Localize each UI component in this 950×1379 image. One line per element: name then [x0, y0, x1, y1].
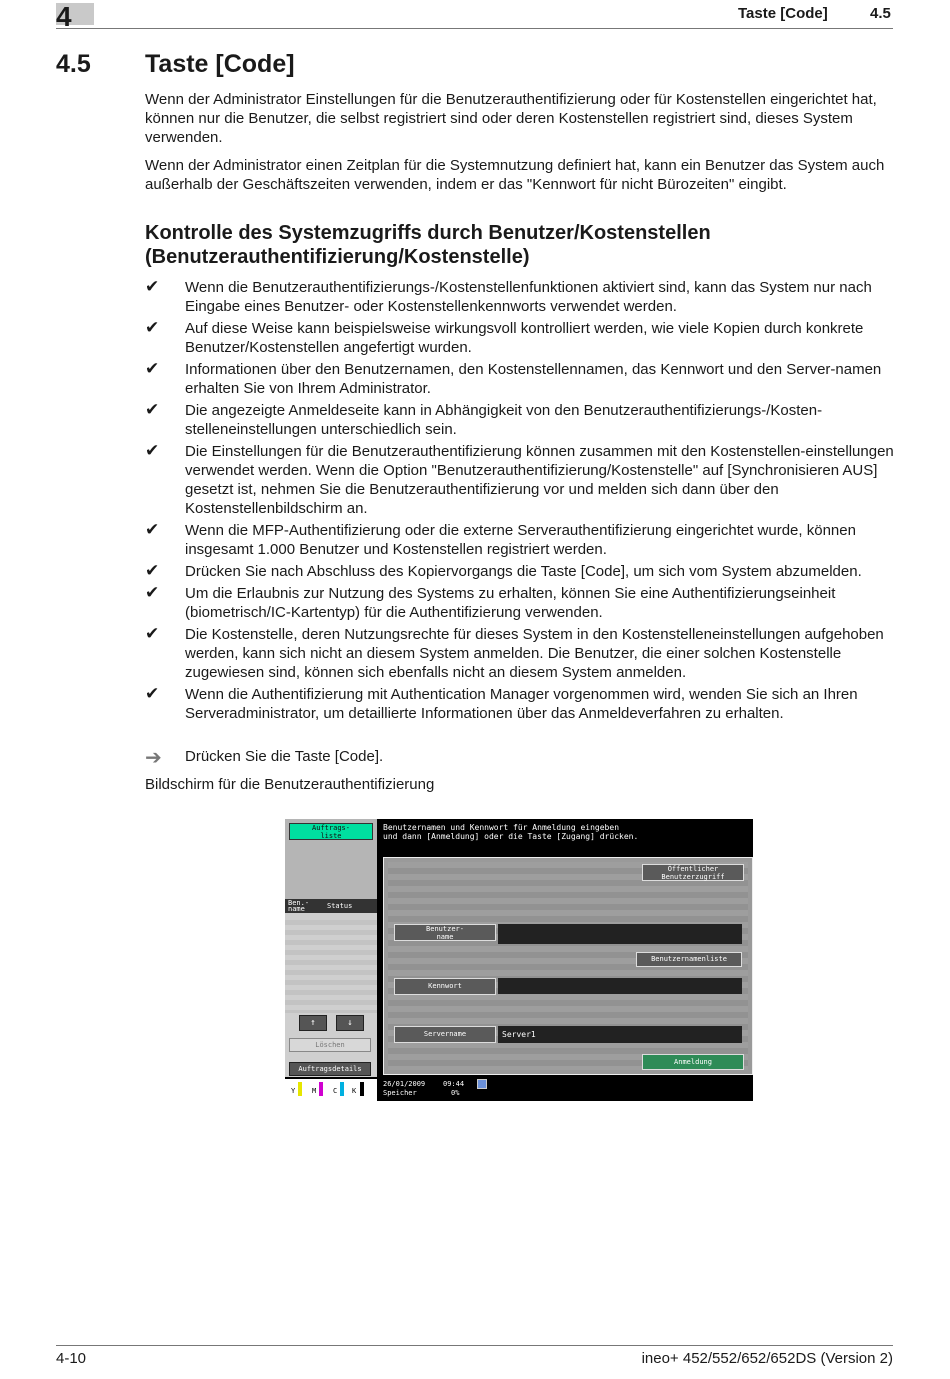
list-item — [145, 625, 900, 682]
time-display: 09:44 — [443, 1080, 465, 1088]
toner-label-c: C — [333, 1087, 338, 1095]
bullet-text: Um die Erlaubnis zur Nutzung des Systems zu erhalten, können Sie eine Authentifizierungseinheit (biometrisch/IC-Kartentyp) für die Authentifizierung verwenden. — [185, 585, 836, 621]
toner-label-m: M — [312, 1087, 317, 1095]
check-icon: ✔ — [145, 520, 160, 540]
subheading: Kontrolle des Systemzugriffs durch Benutzer/Kostenstellen (Benutzerauthentifizierung/Kostenstelle) — [145, 222, 711, 268]
section-number: 4.5 — [56, 50, 91, 78]
password-label-button[interactable]: Kennwort — [394, 978, 496, 995]
col-status: Status — [327, 902, 353, 910]
job-details-button[interactable]: Auftragsdetails — [289, 1062, 371, 1076]
toner-bar-y — [298, 1082, 302, 1096]
toner-bar-k — [360, 1082, 364, 1096]
list-item — [145, 278, 900, 316]
bullet-text: Wenn die Authentifizierung mit Authentication Manager vorgenommen wird, wenden Sie sich an Ihren Serveradministrator, um detaillierte Informationen über das Anmeldeverfahren zu erhalten. — [185, 686, 858, 722]
col-name: Ben.- name — [288, 899, 310, 913]
running-header-section: 4.5 — [870, 5, 891, 22]
username-field[interactable] — [498, 924, 742, 944]
running-header-title: Taste [Code] — [738, 5, 828, 22]
job-list — [285, 915, 377, 1013]
username-list-button[interactable]: Benutzernamenliste — [636, 952, 742, 967]
list-item — [145, 360, 900, 398]
memory-label: Speicher — [383, 1089, 417, 1097]
delete-button[interactable]: Löschen — [289, 1038, 371, 1052]
list-item — [145, 442, 900, 518]
check-icon: ✔ — [145, 359, 160, 379]
scroll-down-button[interactable]: ↓ — [336, 1015, 364, 1031]
step-text: Drücken Sie die Taste [Code]. — [185, 748, 384, 765]
bullet-text: Wenn die Benutzerauthentifizierungs-/Kostenstellenfunktionen aktiviert sind, kann das System nur nach Eingabe eines Benutzer- oder Kostenstellenkennworts verwendet werden. — [185, 279, 872, 315]
section-title: Taste [Code] — [145, 50, 295, 78]
bullet-text: Wenn die MFP-Authentifizierung oder die externe Serverauthentifizierung eingerichtet wurde, können insgesamt 1.000 Benutzer und Kostenstellen registriert werden. — [185, 522, 856, 558]
check-icon: ✔ — [145, 400, 160, 420]
username-label-button[interactable]: Benutzer- name — [394, 924, 496, 941]
bullet-text: Informationen über den Benutzernamen, den Kostenstellennamen, das Kennwort und den Server-namen erhalten Sie von Ihrem Administrator. — [185, 361, 882, 397]
job-list-button[interactable]: Auftrags- liste — [289, 823, 373, 840]
list-item — [145, 685, 900, 723]
scroll-up-button[interactable]: ↑ — [299, 1015, 327, 1031]
toner-indicator — [285, 1079, 377, 1101]
status-bar — [379, 1077, 753, 1101]
list-item — [145, 401, 900, 439]
list-item — [145, 319, 900, 357]
intro-paragraph-2: Wenn der Administrator einen Zeitplan für die Systemnutzung definiert hat, kann ein Benutzer das System auch außerhalb der Geschäftszeiten verwenden, indem er das "Kennwort für nicht Bürozeiten" eingibt. — [145, 157, 885, 193]
bullet-text: Die Kostenstelle, deren Nutzungsrechte für dieses System in den Kostenstelleneinstellungen aufgehoben werden, kann sich nicht an diesem System anmelden. Die Benutzer, die einer solchen Kostenstelle zugewiesen sind, können sich ebenfalls nicht an diesem System anmelden. — [185, 626, 884, 681]
bullet-text: Auf diese Weise kann beispielsweise wirkungsvoll kontrolliert werden, wie viele Kopien durch konkrete Benutzer/Kostenstellen angefertigt wurden. — [185, 320, 864, 356]
memory-value: 0% — [451, 1089, 460, 1097]
intro-paragraph-1: Wenn der Administrator Einstellungen für die Benutzerauthentifizierung oder für Kostenstellen eingerichtet hat, können nur die Benutzer, die selbst registriert sind oder deren Kostenstellen registriert sind, dieses System verwenden. — [145, 91, 877, 146]
list-item — [145, 584, 900, 622]
chapter-number: 4 — [56, 1, 72, 32]
login-form — [383, 857, 753, 1075]
login-area — [379, 819, 753, 1077]
bullet-text: Die angezeigte Anmeldeseite kann in Abhängigkeit von den Benutzerauthentifizierungs-/Kosten-stelleneinstellungen unterschiedlich sein. — [185, 402, 823, 438]
public-access-button[interactable]: Öffentlicher Benutzerzugriff — [642, 864, 744, 881]
figure-caption: Bildschirm für die Benutzerauthentifizierung — [145, 776, 435, 793]
bullet-list — [145, 278, 900, 726]
date-display: 26/01/2009 — [383, 1080, 426, 1088]
job-list-header — [285, 899, 377, 913]
network-icon — [477, 1079, 487, 1089]
page-number: 4-10 — [56, 1350, 87, 1367]
check-icon: ✔ — [145, 441, 160, 461]
instruction-message: Benutzernamen und Kennwort für Anmeldung eingeben und dann [Anmeldung] oder die Taste [Zugang] drücken. — [383, 823, 639, 841]
product-name: ineo+ 452/552/652/652DS (Version 2) — [641, 1350, 893, 1367]
password-field[interactable] — [498, 978, 742, 994]
toner-bar-c — [340, 1082, 344, 1096]
bullet-text: Drücken Sie nach Abschluss des Kopiervorgangs die Taste [Code], um sich vom System abzumelden. — [185, 563, 862, 580]
check-icon: ✔ — [145, 277, 160, 297]
job-panel — [285, 819, 377, 1077]
check-icon: ✔ — [145, 624, 160, 644]
check-icon: ✔ — [145, 318, 160, 338]
login-screen-figure — [285, 819, 753, 1101]
list-item — [145, 562, 900, 581]
list-item — [145, 521, 900, 559]
check-icon: ✔ — [145, 561, 160, 581]
server-name-field[interactable]: Server1 — [498, 1026, 742, 1043]
toner-bar-m — [319, 1082, 323, 1096]
footer-rule — [56, 1345, 893, 1346]
check-icon: ✔ — [145, 684, 160, 704]
header-rule — [56, 28, 893, 29]
toner-label-k: K — [352, 1087, 357, 1095]
check-icon: ✔ — [145, 583, 160, 603]
toner-label-y: Y — [291, 1087, 296, 1095]
bullet-text: Die Einstellungen für die Benutzerauthentifizierung können zusammen mit den Kostenstellen-einstellungen verwendet werden. Wenn die Option "Benutzerauthentifizierung/Kostenstelle" auf [Synchronisieren AUS] gesetzt ist, nehmen Sie die Benutzerauthentifizierung vor und melden sich dann über den Kostenstellenbildschirm an. — [185, 443, 894, 517]
step-arrow-icon: ➔ — [145, 745, 162, 769]
server-name-button[interactable]: Servername — [394, 1026, 496, 1043]
login-button[interactable]: Anmeldung — [642, 1054, 744, 1070]
